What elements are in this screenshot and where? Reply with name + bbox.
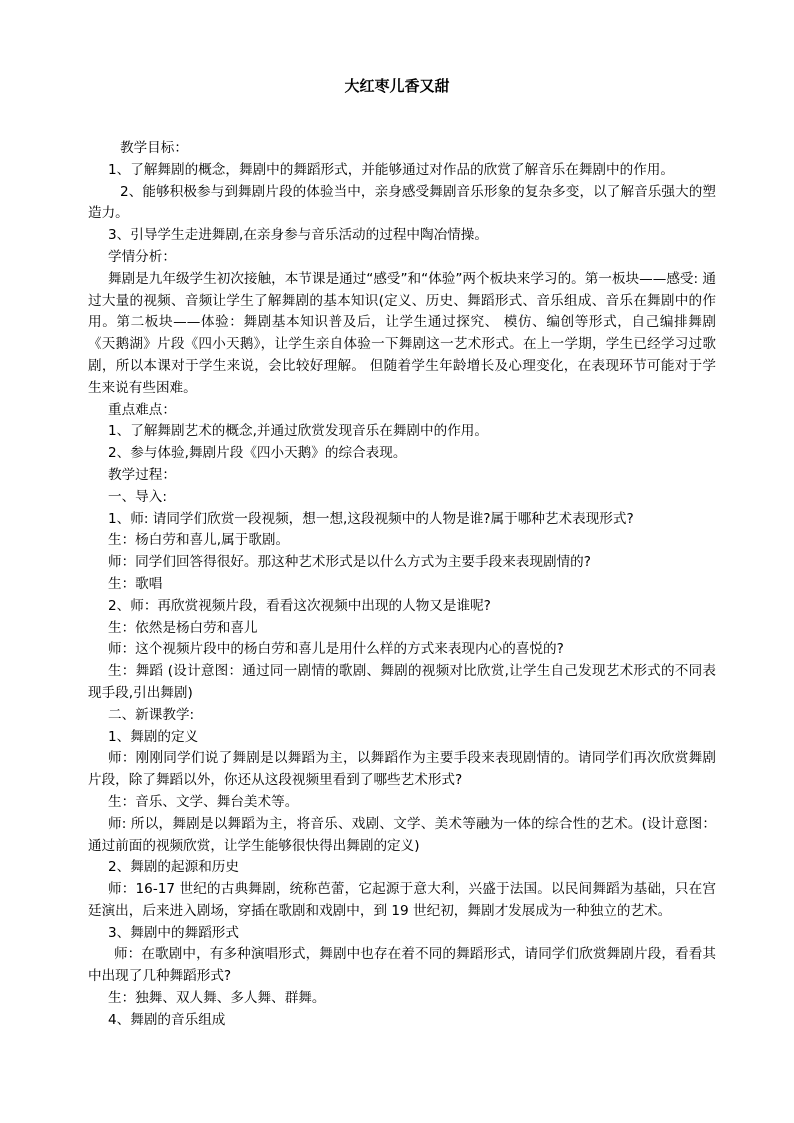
paragraph: 生：音乐、文学、舞台美术等。 — [108, 793, 299, 810]
paragraph: 生：舞蹈 (设计意图：通过同一剧情的歌剧、舞剧的视频对比欣赏,让学生自己发现艺术形式的不同表 现手段,引出舞剧) — [88, 663, 716, 701]
subsection-heading: 1、舞剧的定义 — [108, 728, 199, 745]
heading-key-points: 重点难点： — [108, 401, 176, 418]
paragraph: 1、了解舞剧的概念，舞剧中的舞蹈形式，并能够通过对作品的欣赏了解音乐在舞剧中的作用。 — [108, 161, 674, 178]
paragraph: 生：歌唱 — [108, 575, 163, 592]
document-body — [88, 138, 716, 1032]
paragraph: 师：刚刚同学们说了舞剧是以舞蹈为主，以舞蹈作为主要手段来表现剧情的。请同学们再次欣赏舞剧片段，除了舞蹈以外，你还从这段视频里看到了哪些艺术形式? — [88, 750, 716, 789]
paragraph: 师: 所以，舞剧是以舞蹈为主，将音乐、戏剧、文学、美术等融为一体的综合性的艺术。(设计意图：通过前面的视频欣赏，让学生能够很快得出舞剧的定义) — [88, 815, 716, 854]
section-heading: 一、导入: — [108, 488, 167, 505]
paragraph: 生：独舞、双人舞、多人舞、群舞。 — [108, 990, 326, 1007]
paragraph: 师：同学们回答得很好。那这种艺术形式是以什么方式为主要手段来表现剧情的? — [108, 554, 591, 571]
heading-teaching-goals: 教学目标： — [120, 140, 188, 156]
paragraph: 2、能够积极参与到舞剧片段的体验当中，亲身感受舞剧音乐形象的复杂多变，以了解音乐强大的塑造力。 — [88, 183, 716, 222]
paragraph: 生：依然是杨白劳和喜儿 — [108, 619, 258, 636]
paragraph: 1、了解舞剧艺术的概念,并通过欣赏发现音乐在舞剧中的作用。 — [108, 423, 488, 440]
subsection-heading: 4、舞剧的音乐组成 — [108, 1011, 226, 1028]
heading-student-analysis: 学情分析： — [108, 248, 176, 265]
paragraph: 舞剧是九年级学生初次接触，本节课是通过“感受”和“体验”两个板块来学习的。第一板块——感受: 通过大量的视频、音频让学生了解舞剧的基本知识(定义、历史、舞蹈形式、音乐组成、音乐在舞剧中的作用。第二板块——体验：舞剧基本知识普及后，让学生通过探究、 模仿、编创等形式，自己编排舞剧《天鹅湖》片段《四小天鹅》，让学生亲自体验一下舞剧这一艺术形式。在上一学期，学生已经学习过歌剧，所以本课对于学生来说，会比较好理解。 但随着学生年龄增长及心理变化，在表现环节可能对于学生来说有些困难。 — [88, 270, 717, 396]
paragraph: 生：杨白劳和喜儿,属于歌剧。 — [108, 532, 290, 549]
document-title: 大红枣儿香又甜 — [344, 77, 450, 95]
paragraph: 1、师: 请同学们欣赏一段视频，想一想,这段视频中的人物是谁?属于哪种艺术表现形式? — [108, 510, 634, 527]
subsection-heading: 3、舞剧中的舞蹈形式 — [108, 924, 239, 941]
paragraph: 师：在歌剧中，有多种演唱形式，舞剧中也存在着不同的舞蹈形式，请同学们欣赏舞剧片段，看看其中出现了几种舞蹈形式? — [88, 946, 716, 985]
heading-teaching-process: 教学过程： — [108, 466, 176, 483]
subsection-heading: 2、舞剧的起源和历史 — [108, 859, 239, 876]
paragraph: 2、师：再欣赏视频片段，看看这次视频中出现的人物又是谁呢? — [108, 597, 491, 614]
section-heading: 二、新课教学: — [108, 706, 195, 723]
paragraph: 3、引导学生走进舞剧,在亲身参与音乐活动的过程中陶冶情操。 — [108, 227, 488, 244]
paragraph: 师：16-17 世纪的古典舞剧，统称芭蕾，它起源于意大利，兴盛于法国。以民间舞蹈为基础，只在宫廷演出，后来进入剧场，穿插在歌剧和戏剧中，到 19 世纪初，舞剧才发展成为一种独立的艺术。 — [88, 881, 716, 919]
paragraph: 2、参与体验,舞剧片段《四小天鹅》的综合表现。 — [108, 445, 407, 462]
paragraph: 师：这个视频片段中的杨白劳和喜儿是用什么样的方式来表现内心的喜悦的? — [108, 641, 564, 658]
